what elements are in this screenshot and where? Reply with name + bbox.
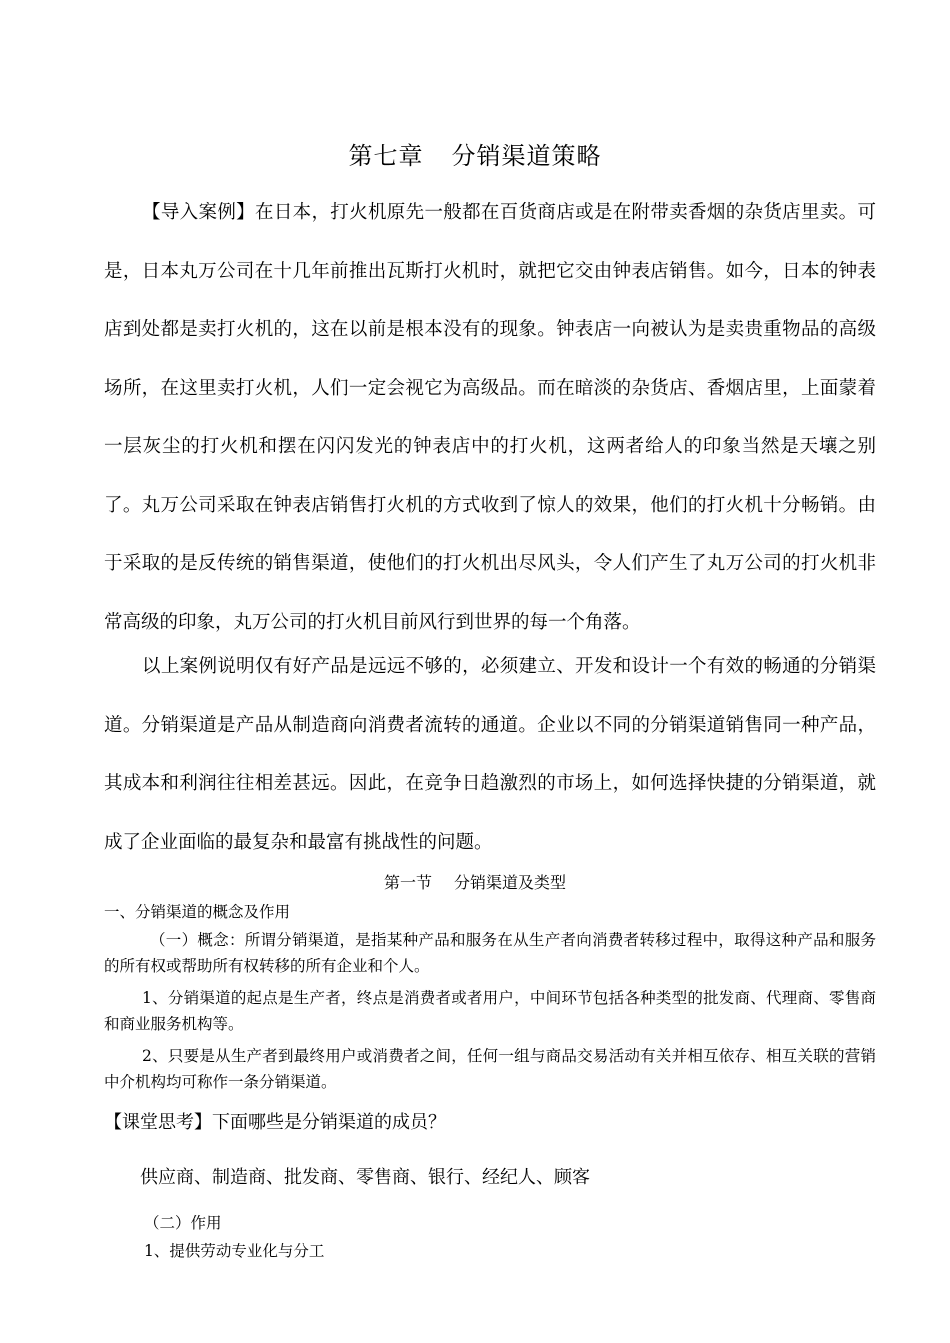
chapter-name: 分销渠道策略 <box>451 142 602 170</box>
class-thinking-question: 下面哪些是分销渠道的成员？ <box>212 1112 446 1133</box>
role-heading: （二）作用 <box>144 1214 222 1232</box>
section-name: 分销渠道及类型 <box>454 873 567 892</box>
subsection-heading: 一、分销渠道的概念及作用 <box>104 903 291 921</box>
chapter-number: 第七章 <box>348 142 424 170</box>
point-1-paragraph: 1、分销渠道的起点是生产者，终点是消费者或者用户，中间环节包括各种类型的批发商、代理商、零售商和商业服务机构等。 <box>104 989 876 1033</box>
summary-paragraph: 以上案例说明仅有好产品是远远不够的，必须建立、开发和设计一个有效的畅通的分销渠道。分销渠道是产品从制造商向消费者流转的通道。企业以不同的分销渠道销售同一种产品，其成本和利润往往相差甚远。因此，在竞争日趋激烈的市场上，如何选择快捷的分销渠道，就成了企业面临的最复杂和最富有挑战性的问题。 <box>104 656 876 853</box>
concept-paragraph: （一）概念：所谓分销渠道，是指某种产品和服务在从生产者向消费者转移过程中，取得这种产品和服务的所有权或帮助所有权转移的所有企业和个人。 <box>104 931 876 975</box>
intro-case-text: 在日本，打火机原先一般都在百货商店或是在附带卖香烟的杂货店里卖。可是，日本丸万公司在十几年前推出瓦斯打火机时，就把它交由钟表店销售。如今，日本的钟表店到处都是卖打火机的，这在以前是根本没有的现象。钟表店一向被认为是卖贵重物品的高级场所，在这里卖打火机，人们一定会视它为高级品。而在暗淡的杂货店、香烟店里，上面蒙着一层灰尘的打火机和摆在闪闪发光的钟表店中的打火机，这两者给人的印象当然是天壤之别了。丸万公司采取在钟表店销售打火机的方式收到了惊人的效果，他们的打火机十分畅销。由于采取的是反传统的销售渠道，使他们的打火机出尽风头，令人们产生了丸万公司的打火机非常高级的印象，丸万公司的打火机目前风行到世界的每一个角落。 <box>104 202 876 633</box>
role-item-1: 1、提供劳动专业化与分工 <box>144 1242 325 1260</box>
section-title <box>0 870 950 893</box>
class-thinking-label: 【课堂思考】 <box>104 1112 212 1133</box>
chapter-title <box>0 136 950 171</box>
class-thinking <box>104 1108 446 1138</box>
intro-case-label: 【导入案例】 <box>142 202 255 223</box>
intro-case-paragraph <box>104 184 876 652</box>
point-2-paragraph: 2、只要是从生产者到最终用户或消费者之间，任何一组与商品交易活动有关并相互依存、相互关联的营销中介机构均可称作一条分销渠道。 <box>104 1047 876 1091</box>
channel-members-list: 供应商、制造商、批发商、零售商、银行、经纪人、顾客 <box>140 1167 590 1188</box>
section-number: 第一节 <box>383 873 432 892</box>
